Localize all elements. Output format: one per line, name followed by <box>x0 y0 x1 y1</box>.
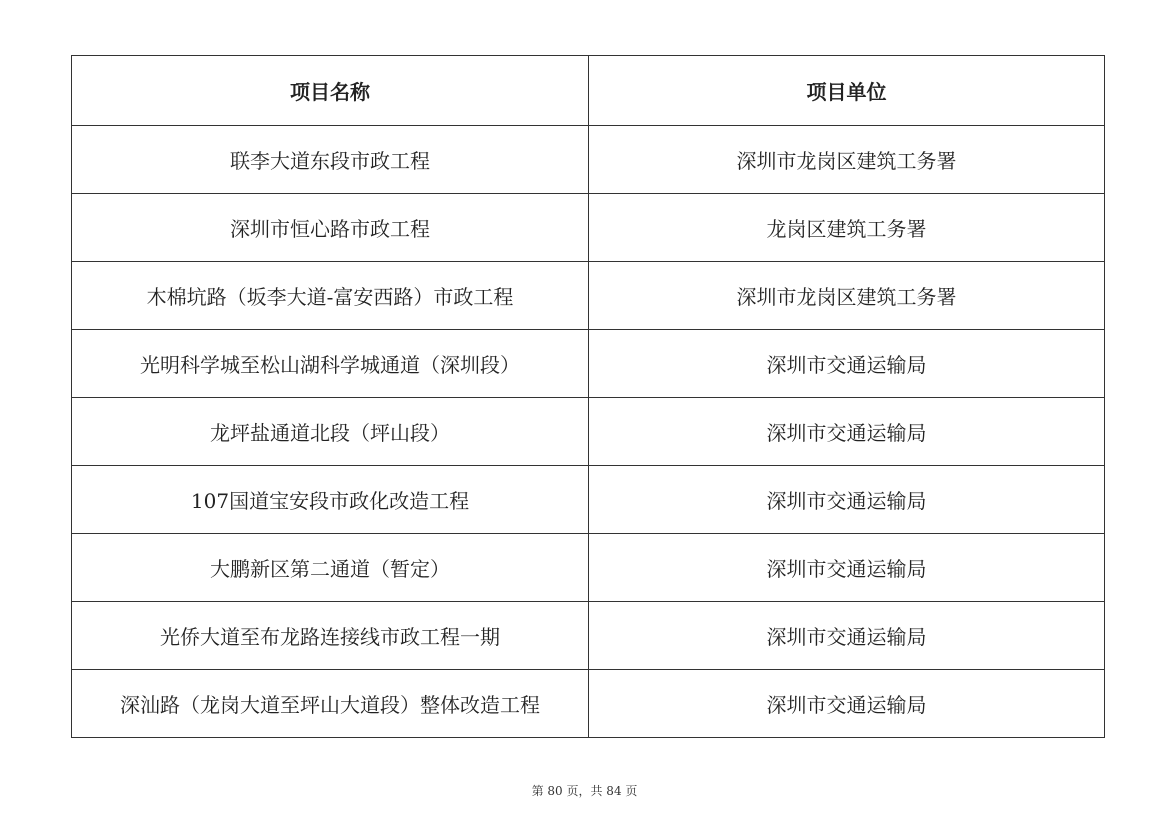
project-unit-cell: 深圳市龙岗区建筑工务署 <box>589 262 1105 330</box>
project-unit-cell: 深圳市交通运输局 <box>589 466 1105 534</box>
project-unit-cell: 深圳市交通运输局 <box>589 398 1105 466</box>
table-row <box>72 398 1105 466</box>
header-project-name: 项目名称 <box>72 56 589 126</box>
page-footer: 第 80 页，共 84 页 <box>531 784 638 798</box>
project-name-cell: 107国道宝安段市政化改造工程 <box>72 466 589 534</box>
project-unit-cell: 深圳市交通运输局 <box>589 602 1105 670</box>
project-unit-cell: 深圳市交通运输局 <box>589 330 1105 398</box>
project-name-cell: 大鹏新区第二通道（暂定） <box>72 534 589 602</box>
table-row <box>72 534 1105 602</box>
project-name-cell: 光侨大道至布龙路连接线市政工程一期 <box>72 602 589 670</box>
project-unit-cell: 龙岗区建筑工务署 <box>589 194 1105 262</box>
table-row <box>72 330 1105 398</box>
table-row <box>72 262 1105 330</box>
project-table <box>71 55 1105 738</box>
table-row <box>72 602 1105 670</box>
table-row <box>72 466 1105 534</box>
table-row <box>72 194 1105 262</box>
table-row <box>72 670 1105 738</box>
project-name-cell: 联李大道东段市政工程 <box>72 126 589 194</box>
project-name-cell: 木棉坑路（坂李大道-富安西路）市政工程 <box>72 262 589 330</box>
project-name-cell: 龙坪盐通道北段（坪山段） <box>72 398 589 466</box>
project-name-cell: 光明科学城至松山湖科学城通道（深圳段） <box>72 330 589 398</box>
project-unit-cell: 深圳市交通运输局 <box>589 534 1105 602</box>
project-name-cell: 深汕路（龙岗大道至坪山大道段）整体改造工程 <box>72 670 589 738</box>
project-unit-cell: 深圳市交通运输局 <box>589 670 1105 738</box>
project-unit-cell: 深圳市龙岗区建筑工务署 <box>589 126 1105 194</box>
table-header-row <box>72 56 1105 126</box>
table-row <box>72 126 1105 194</box>
project-name-cell: 深圳市恒心路市政工程 <box>72 194 589 262</box>
header-project-unit: 项目单位 <box>589 56 1105 126</box>
